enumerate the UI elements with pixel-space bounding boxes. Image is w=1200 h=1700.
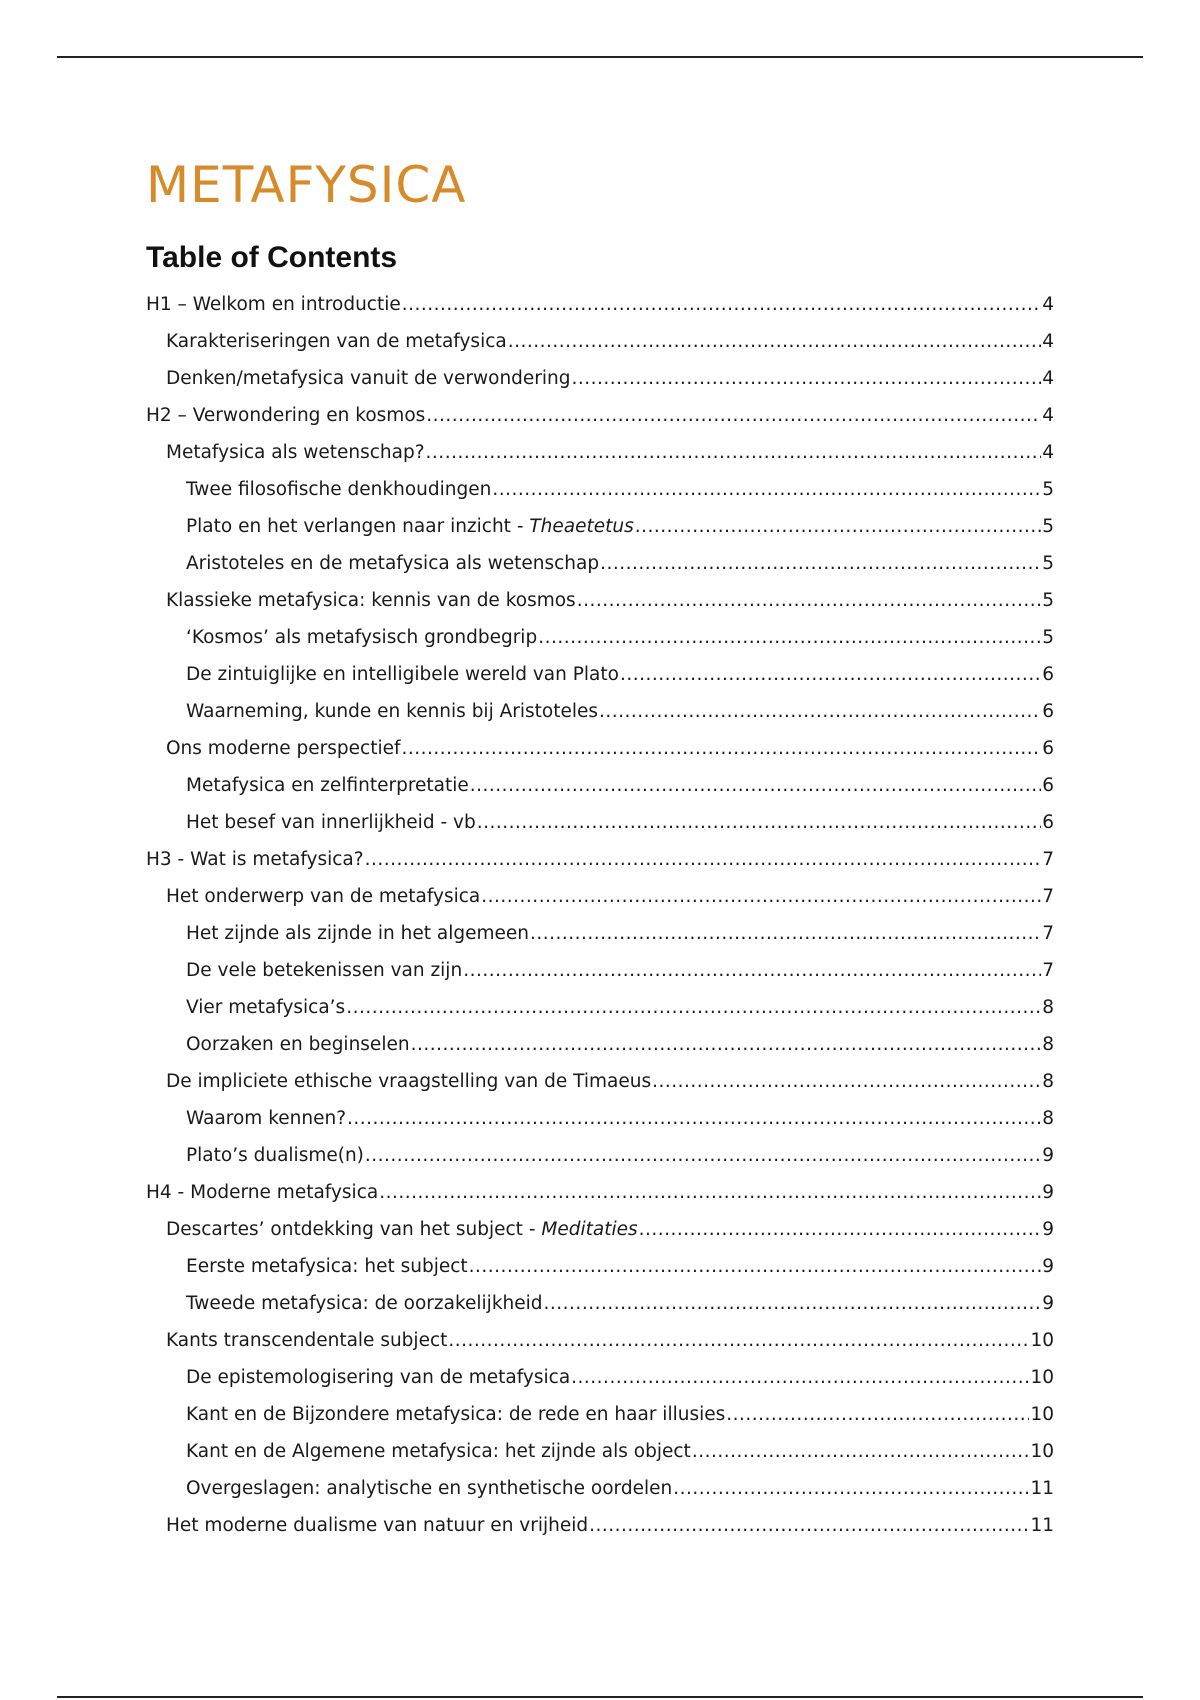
toc-page-number: 7 (1042, 886, 1054, 907)
dot-leader (726, 1396, 1029, 1433)
toc-entry-title-text: H1 – Welkom en introductie (146, 294, 401, 315)
toc-entry-title-text: Klassieke metafysica: kennis van de kosmos (166, 590, 576, 611)
toc-entry-title-text: De zintuiglijke en intelligibele wereld van Plato (186, 664, 619, 685)
toc-entry[interactable] (146, 1322, 1054, 1359)
toc-entry-title (186, 804, 476, 841)
toc-entry[interactable] (146, 508, 1054, 545)
toc-entry-title (186, 1285, 543, 1322)
toc-heading: Table of Contents (146, 241, 398, 274)
toc-page-number: 9 (1042, 1182, 1054, 1203)
toc-entry-title-italic: Theaetetus (529, 516, 634, 537)
toc-entry-title-text: Kant en de Bijzondere metafysica: de rede en haar illusies (186, 1404, 726, 1425)
toc-entry-title-text: Waarneming, kunde en kennis bij Aristoteles (186, 701, 599, 722)
toc-entry[interactable] (146, 1100, 1054, 1137)
toc-page-number: 11 (1030, 1515, 1054, 1536)
toc-entry[interactable] (146, 952, 1054, 989)
toc-entry-title (166, 1211, 638, 1248)
toc-entry-title-text: Het moderne dualisme van natuur en vrijheid (166, 1515, 589, 1536)
bottom-rule (57, 1696, 1143, 1698)
toc-page-number: 8 (1042, 1071, 1054, 1092)
toc-entry-title-text: Metafysica en zelfinterpretatie (186, 775, 469, 796)
toc-entry-title-text: De epistemologisering van de metafysica (186, 1367, 571, 1388)
toc-page-number: 5 (1042, 479, 1054, 500)
toc-page-number: 8 (1042, 1034, 1054, 1055)
dot-leader (411, 1026, 1042, 1063)
toc-entry[interactable] (146, 1470, 1054, 1507)
toc-page-number: 9 (1042, 1256, 1054, 1277)
dot-leader (346, 989, 1041, 1026)
toc-page-number: 6 (1042, 738, 1054, 759)
toc-page-number: 9 (1042, 1145, 1054, 1166)
toc-entry-title-text: Vier metafysica’s (186, 997, 346, 1018)
toc-entry-title (166, 582, 576, 619)
dot-leader (692, 1433, 1030, 1470)
toc-entry[interactable] (146, 1507, 1054, 1544)
dot-leader (589, 1507, 1029, 1544)
toc-entry-title (166, 878, 480, 915)
toc-entry[interactable] (146, 286, 1054, 323)
toc-entry[interactable] (146, 471, 1054, 508)
toc-entry-title (146, 397, 425, 434)
toc-entry[interactable] (146, 767, 1054, 804)
toc-entry-title (166, 730, 401, 767)
dot-leader (492, 471, 1041, 508)
toc-entry[interactable] (146, 1174, 1054, 1211)
toc-entry[interactable] (146, 841, 1054, 878)
toc-entry-title-text: Kants transcendentale subject (166, 1330, 448, 1351)
dot-leader (481, 878, 1041, 915)
toc-entry[interactable] (146, 989, 1054, 1026)
toc-page-number: 8 (1042, 997, 1054, 1018)
toc-entry-title-text: Karakteriseringen van de metafysica (166, 331, 507, 352)
toc-entry-title-text: Aristoteles en de metafysica als wetenschap (186, 553, 600, 574)
toc-entry-title (186, 619, 537, 656)
toc-entry[interactable] (146, 323, 1054, 360)
toc-entry-title-text: H3 - Wat is metafysica? (146, 849, 364, 870)
toc-page-number: 6 (1042, 812, 1054, 833)
toc-page-number: 5 (1042, 516, 1054, 537)
toc-entry[interactable] (146, 1433, 1054, 1470)
toc-page-number: 4 (1042, 442, 1054, 463)
dot-leader (530, 915, 1041, 952)
dot-leader (538, 619, 1041, 656)
toc-entry-title-text: Waarom kennen? (186, 1108, 347, 1129)
top-rule (57, 56, 1143, 58)
toc-entry-title (186, 1359, 570, 1396)
toc-entry-title-text: Het onderwerp van de metafysica (166, 886, 481, 907)
toc-entry[interactable] (146, 656, 1054, 693)
toc-page-number: 8 (1042, 1108, 1054, 1129)
dot-leader (365, 1137, 1041, 1174)
toc-page-number: 9 (1042, 1293, 1054, 1314)
toc-entry-title-text: De impliciete ethische vraagstelling van de Timaeus (166, 1071, 652, 1092)
toc-entry-title-text: Kant en de Algemene metafysica: het zijnde als object (186, 1441, 691, 1462)
toc-entry-title (186, 545, 599, 582)
toc-entry-title (146, 841, 364, 878)
toc-entry-title (166, 1507, 588, 1544)
toc-entry-title-text: Tweede metafysica: de oorzakelijkheid (186, 1293, 543, 1314)
toc-page-number: 7 (1042, 923, 1054, 944)
toc-page-number: 6 (1042, 664, 1054, 685)
toc-entry[interactable] (146, 1248, 1054, 1285)
dot-leader (639, 1211, 1042, 1248)
toc-entry-title (166, 434, 425, 471)
dot-leader (571, 1359, 1029, 1396)
toc-page-number: 9 (1042, 1219, 1054, 1240)
dot-leader (508, 323, 1042, 360)
dot-leader (448, 1322, 1029, 1359)
toc-entry-title (146, 1174, 378, 1211)
toc-entry[interactable] (146, 1359, 1054, 1396)
toc-entry-title-text: Plato’s dualisme(n) (186, 1145, 364, 1166)
toc-entry-title-text: Metafysica als wetenschap? (166, 442, 425, 463)
toc-entry-title-text: H4 - Moderne metafysica (146, 1182, 379, 1203)
toc-entry[interactable] (146, 878, 1054, 915)
dot-leader (402, 730, 1042, 767)
toc-page-number: 6 (1042, 701, 1054, 722)
toc-entry[interactable] (146, 1026, 1054, 1063)
toc-entry-title (186, 1396, 725, 1433)
toc-page-number: 10 (1030, 1330, 1054, 1351)
dot-leader (463, 952, 1041, 989)
toc-entry[interactable] (146, 1396, 1054, 1433)
toc-entry[interactable] (146, 1285, 1054, 1322)
dot-leader (544, 1285, 1042, 1322)
toc-entry[interactable] (146, 1137, 1054, 1174)
toc-entry-title (186, 915, 529, 952)
toc-page-number: 10 (1030, 1441, 1054, 1462)
dot-leader (347, 1100, 1041, 1137)
toc-entry-title (186, 1470, 672, 1507)
dot-leader (365, 841, 1042, 878)
toc-entry-title (186, 952, 462, 989)
toc-entry-title (186, 1433, 691, 1470)
toc-entry-title (186, 1137, 364, 1174)
toc-entry-title-text: Overgeslagen: analytische en synthetische oordelen (186, 1478, 673, 1499)
toc-entry-title (186, 767, 469, 804)
toc-entry-title (186, 656, 619, 693)
toc-entry[interactable] (146, 397, 1054, 434)
toc-entry[interactable] (146, 693, 1054, 730)
dot-leader (635, 508, 1041, 545)
toc-entry-title-text: Twee filosofische denkhoudingen (186, 479, 492, 500)
dot-leader (379, 1174, 1041, 1211)
dot-leader (470, 767, 1041, 804)
toc-entry-title-text: Plato en het verlangen naar inzicht - (186, 516, 530, 537)
dot-leader (426, 434, 1042, 471)
toc-entry[interactable] (146, 434, 1054, 471)
toc-entry-title (186, 1100, 346, 1137)
toc-page-number: 7 (1042, 960, 1054, 981)
toc-entry-title (166, 360, 571, 397)
toc-entry-title-text: Descartes’ ontdekking van het subject - (166, 1219, 542, 1240)
toc-entry-title-text: Het besef van innerlijkheid - vb (186, 812, 476, 833)
toc-entry-title-text: Denken/metafysica vanuit de verwondering (166, 368, 571, 389)
dot-leader (572, 360, 1042, 397)
toc-page-number: 5 (1042, 627, 1054, 648)
dot-leader (600, 545, 1041, 582)
dot-leader (599, 693, 1041, 730)
toc-page-number: 10 (1030, 1367, 1054, 1388)
document-title: METAFYSICA (146, 156, 467, 214)
toc-entry[interactable] (146, 360, 1054, 397)
toc-entry-title (186, 693, 598, 730)
dot-leader (477, 804, 1042, 841)
toc-entry[interactable] (146, 1063, 1054, 1100)
toc-entry-title-text: H2 – Verwondering en kosmos (146, 405, 426, 426)
toc-page-number: 4 (1042, 405, 1054, 426)
dot-leader (620, 656, 1041, 693)
toc-entry[interactable] (146, 804, 1054, 841)
toc-page-number: 11 (1030, 1478, 1054, 1499)
dot-leader (577, 582, 1042, 619)
toc-page-number: 4 (1042, 331, 1054, 352)
toc-page-number: 5 (1042, 553, 1054, 574)
toc-entry-title-text: De vele betekenissen van zijn (186, 960, 463, 981)
toc-entry-title (146, 286, 401, 323)
toc-page-number: 7 (1042, 849, 1054, 870)
toc-entry-title (186, 1248, 468, 1285)
toc-entry[interactable] (146, 582, 1054, 619)
toc-entry-title-text: Oorzaken en beginselen (186, 1034, 410, 1055)
toc-entry[interactable] (146, 730, 1054, 767)
toc-entry-title (166, 1322, 447, 1359)
toc-entry-title-italic: Meditaties (541, 1219, 638, 1240)
toc-page-number: 4 (1042, 294, 1054, 315)
dot-leader (652, 1063, 1041, 1100)
dot-leader (673, 1470, 1029, 1507)
dot-leader (402, 286, 1041, 323)
toc-entry-title (166, 323, 507, 360)
table-of-contents (146, 286, 1054, 1544)
toc-entry-title (186, 508, 634, 545)
toc-entry[interactable] (146, 1211, 1054, 1248)
toc-entry-title-text: Het zijnde als zijnde in het algemeen (186, 923, 529, 944)
toc-entry-title (166, 1063, 651, 1100)
toc-entry-title (186, 1026, 410, 1063)
toc-page-number: 4 (1042, 368, 1054, 389)
dot-leader (469, 1248, 1042, 1285)
toc-page-number: 5 (1042, 590, 1054, 611)
toc-page-number: 6 (1042, 775, 1054, 796)
toc-page-number: 10 (1030, 1404, 1054, 1425)
toc-entry[interactable] (146, 619, 1054, 656)
toc-entry[interactable] (146, 915, 1054, 952)
toc-entry-title (186, 471, 491, 508)
dot-leader (426, 397, 1041, 434)
toc-entry-title-text: Ons moderne perspectief (166, 738, 401, 759)
toc-entry-title-text: ‘Kosmos’ als metafysisch grondbegrip (186, 627, 538, 648)
page-content (146, 150, 1054, 1544)
toc-entry-title (186, 989, 345, 1026)
toc-entry-title-text: Eerste metafysica: het subject (186, 1256, 468, 1277)
toc-entry[interactable] (146, 545, 1054, 582)
